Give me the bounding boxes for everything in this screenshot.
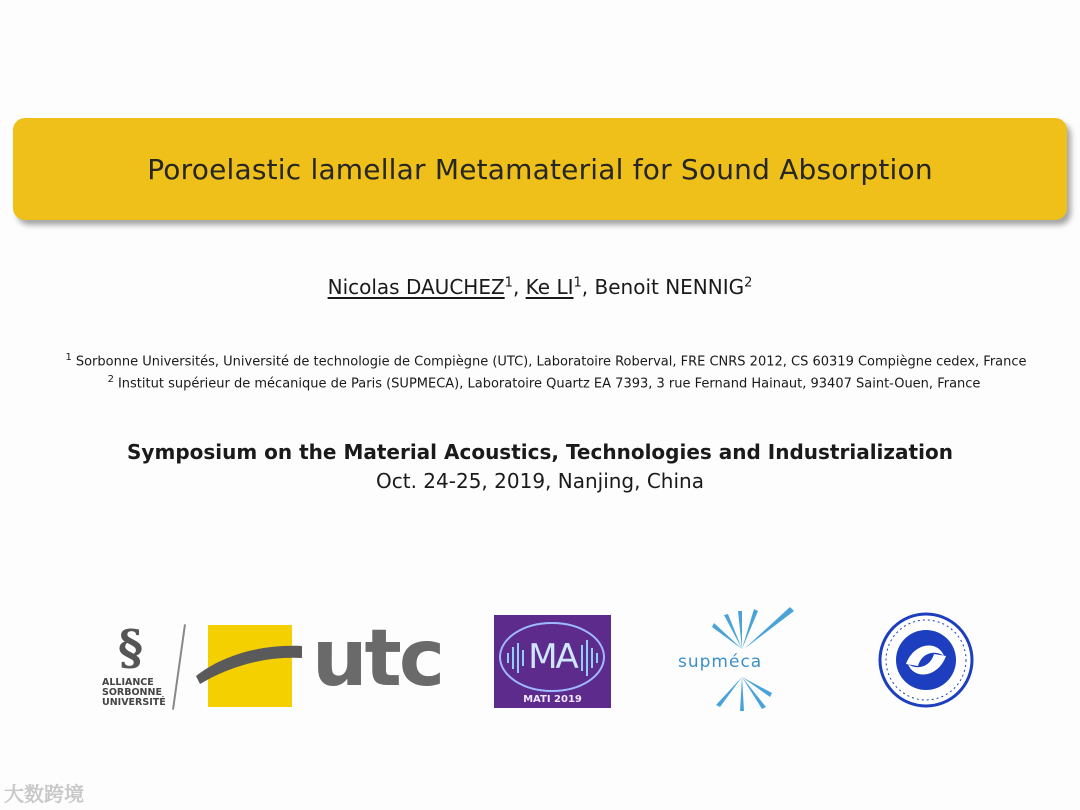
author-name: Nicolas DAUCHEZ (327, 275, 505, 299)
mati-year-label: MATI 2019 (523, 694, 582, 705)
conference-date: Oct. 24-25, 2019, Nanjing, China (376, 469, 704, 493)
author-name: Benoit NENNIG (594, 275, 745, 299)
csc-logo (878, 612, 974, 708)
affiliation-number: 2 (107, 374, 114, 385)
title-banner (13, 118, 1067, 220)
affiliation-text: Institut supérieur de mécanique de Paris (SUPMECA), Laboratoire Quartz EA 7393, 3 rue Fernand Hainaut, 93407 Saint-Ouen, France (117, 376, 981, 392)
sorbonne-logo (100, 620, 195, 712)
utc-swoosh-icon (194, 636, 304, 686)
author-name: Ke LI (525, 275, 574, 299)
utc-wordmark: utc (312, 614, 443, 704)
conference-name: Symposium on the Material Acoustics, Technologies and Industrialization (127, 440, 953, 464)
watermark-text: 大数跨境 (4, 782, 84, 806)
logo-divider (172, 624, 186, 709)
author-affil-mark: 1 (573, 275, 582, 291)
affiliation-number: 1 (65, 352, 72, 363)
supmeca-wordmark: supméca (678, 652, 763, 672)
affiliation-1 (6, 352, 1080, 369)
affiliation-text: Sorbonne Universités, Université de technologie de Compiègne (UTC), Laboratoire Roberval, FRE CNRS 2012, CS 60319 Compiègne cedex, France (75, 354, 1027, 370)
affiliation-2 (4, 374, 1080, 391)
mati-logo (494, 615, 611, 708)
sorbonne-logo-text: ALLIANCE SORBONNE UNIVERSITÉ (102, 677, 166, 708)
author-affil-mark: 2 (744, 275, 753, 291)
csc-emblem-icon (878, 612, 974, 708)
author-list: Nicolas DAUCHEZ$^1$, Ke $LI^1$, Benoit NENNIG$^2$ (327, 275, 753, 299)
slide-title: Poroelastic lamellar Metamaterial for Sound Absorption (147, 152, 933, 186)
sorbonne-s-icon: § (118, 620, 144, 676)
author-affil-mark: 1 (504, 275, 513, 291)
supmeca-logo (672, 605, 812, 713)
mati-ma-text: MA (528, 637, 577, 677)
utc-logo (194, 614, 443, 712)
